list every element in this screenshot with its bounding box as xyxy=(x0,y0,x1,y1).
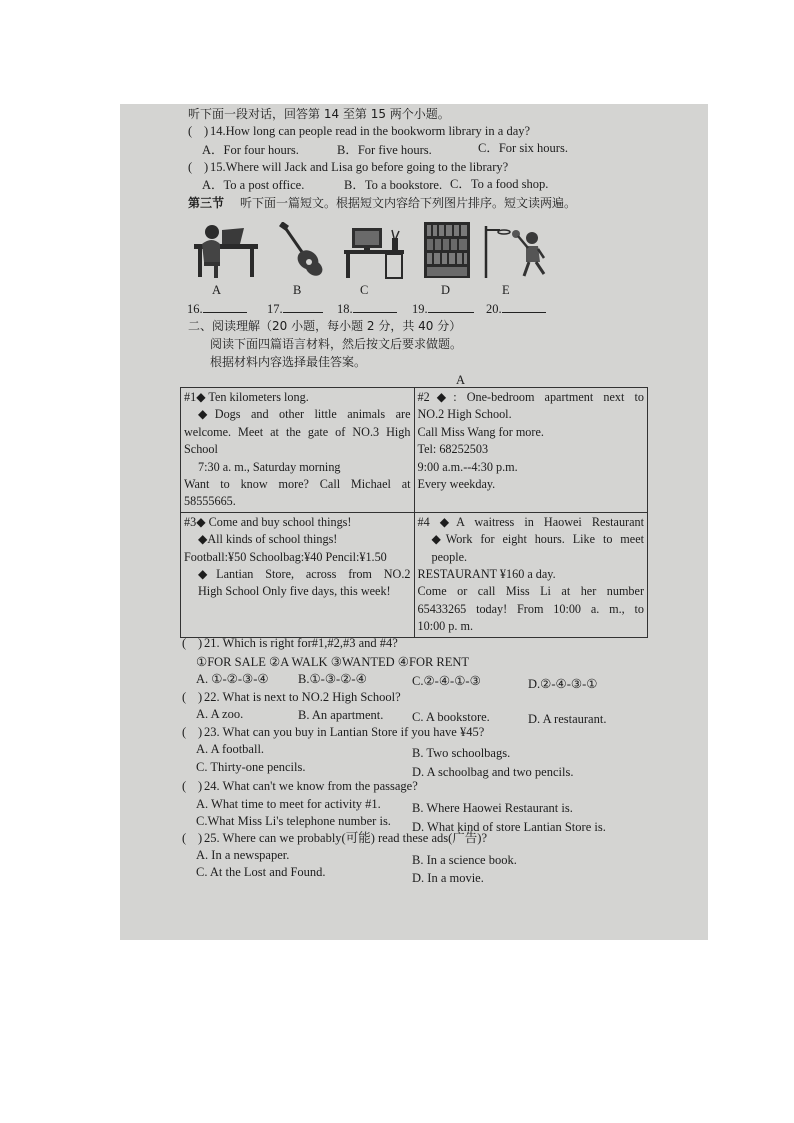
q25-option-a: A. In a newspaper. xyxy=(196,848,290,862)
q25-option-b: B. In a science book. xyxy=(412,853,517,867)
reading-section-title: 二、阅读理解（20 小题，每小题 2 分，共 40 分） xyxy=(188,319,462,333)
ad-1-line: #1◆ Ten kilometers long. xyxy=(184,390,309,404)
q22-option-a: A. A zoo. xyxy=(196,707,244,721)
q21-option-b: B.①-③-②-④ xyxy=(298,672,367,686)
section3-title: 第三节 xyxy=(188,196,225,210)
q24-paren[interactable]: ( xyxy=(182,779,187,793)
ad-4-cell xyxy=(414,512,648,637)
computer-desk-icon xyxy=(342,222,408,280)
q15-option-c: C．To a food shop. xyxy=(450,177,549,191)
reading-instruction-2: 根据材料内容选择最佳答案。 xyxy=(210,355,367,369)
q15-option-a: A．To a post office. xyxy=(202,178,305,192)
ad-4-line: #4 ◆A waitress in Haowei Restaurant xyxy=(417,514,644,529)
q15-option-b: B．To a bookstore. xyxy=(344,178,443,192)
ads-table xyxy=(180,387,648,638)
ad-4-line: people. xyxy=(431,549,468,564)
q22-paren[interactable]: ( xyxy=(182,690,187,704)
ad-1-line: welcome. Meet at the gate of NO.3 High xyxy=(184,424,411,439)
q15-stem: 15.Where will Jack and Lisa go before going to the library? xyxy=(210,160,509,174)
ad-1-line: 7:30 a. m., Saturday morning xyxy=(198,459,341,474)
instruction-14-15: 听下面一段对话，回答第 14 至第 15 两个小题。 xyxy=(188,107,450,121)
basketball-player-icon xyxy=(482,222,556,280)
q21-paren[interactable]: ( xyxy=(182,636,187,650)
q22-option-d: D. A restaurant. xyxy=(528,712,607,726)
ad-1-line: Want to know more? Call Michael at xyxy=(184,477,411,492)
ad-4-line: RESTAURANT ¥160 a day. xyxy=(417,567,556,582)
bookshelf-icon xyxy=(422,222,476,280)
q21-paren-close: ) xyxy=(198,636,203,650)
q14-stem: 14.How long can people read in the bookworm library in a day? xyxy=(210,124,531,138)
q14-paren-close: ) xyxy=(204,124,209,138)
q14-option-c: C．For six hours. xyxy=(478,141,568,155)
q21-option-c: C.②-④-①-③ xyxy=(412,674,481,688)
ad-2-line: Every weekday. xyxy=(417,477,496,492)
picture-label-c: C xyxy=(360,283,369,297)
ad-2-line: Call Miss Wang for more. xyxy=(417,424,544,439)
exam-paper-photo xyxy=(120,104,708,940)
q23-stem: 23. What can you buy in Lantian Store if you have ¥45? xyxy=(204,725,485,739)
q24-paren-close: ) xyxy=(198,779,203,793)
ad-4-line: ◆Work for eight hours. Like to meet xyxy=(431,532,644,547)
ad-1-line: 58555665. xyxy=(184,494,236,509)
ad-3-line: ◆All kinds of school things! xyxy=(198,532,338,547)
q14-option-b: B．For five hours. xyxy=(337,143,432,157)
ad-2-line: Tel: 68252503 xyxy=(417,442,489,457)
ad-2-cell xyxy=(414,388,648,513)
q24-option-c: C.What Miss Li's telephone number is. xyxy=(196,814,391,828)
ad-4-line: Come or call Miss Li at her number xyxy=(417,584,644,599)
ad-4-line: 10:00 p. m. xyxy=(417,619,474,634)
ad-1-cell xyxy=(181,388,415,513)
q23-option-c: C. Thirty-one pencils. xyxy=(196,760,306,774)
ad-3-cell xyxy=(181,512,415,637)
ad-2-line: NO.2 High School. xyxy=(417,407,512,422)
q25-option-c: C. At the Lost and Found. xyxy=(196,865,326,879)
q23-paren-close: ) xyxy=(198,725,203,739)
q24-option-b: B. Where Haowei Restaurant is. xyxy=(412,801,573,815)
picture-label-d: D xyxy=(441,283,451,297)
q14-option-a: A．For four hours. xyxy=(202,143,299,157)
q15-paren-close: ) xyxy=(204,160,209,174)
picture-label-e: E xyxy=(502,283,510,297)
q25-paren[interactable]: ( xyxy=(182,831,187,845)
ad-3-line: High School Only five days, this week! xyxy=(198,584,391,599)
ad-3-line: Football:¥50 Schoolbag:¥40 Pencil:¥1.50 xyxy=(184,549,387,564)
ad-3-line: ◆Lantian Store, across from NO.2 xyxy=(198,567,411,582)
q23-option-d: D. A schoolbag and two pencils. xyxy=(412,765,574,779)
blank-20[interactable]: 20. xyxy=(486,300,546,317)
q21-option-d: D.②-④-③-① xyxy=(528,677,598,691)
q25-option-d: D. In a movie. xyxy=(412,871,484,885)
q15-paren[interactable]: ( xyxy=(188,160,193,174)
q22-paren-close: ) xyxy=(198,690,203,704)
ad-2-line: 9:00 a.m.--4:30 p.m. xyxy=(417,459,518,474)
q23-option-a: A. A football. xyxy=(196,742,265,756)
reading-instruction-1: 阅读下面四篇语言材料，然后按文后要求做题。 xyxy=(210,337,463,351)
blank-18[interactable]: 18. xyxy=(337,300,397,317)
q24-stem: 24. What can't we know from the passage? xyxy=(204,779,418,793)
q24-option-d: D. What kind of store Lantian Store is. xyxy=(412,820,606,834)
q14-paren[interactable]: ( xyxy=(188,124,193,138)
ad-3-line: #3◆ Come and buy school things! xyxy=(184,514,352,529)
q25-stem: 25. Where can we probably(可能) read these ads(广告)? xyxy=(204,831,487,845)
picture-label-b: B xyxy=(293,283,302,297)
q25-paren-close: ) xyxy=(198,831,203,845)
ad-2-line: #2◆: One-bedroom apartment next to xyxy=(417,390,644,404)
picture-label-a: A xyxy=(212,283,222,297)
person-at-desk-icon xyxy=(192,222,262,280)
q23-option-b: B. Two schoolbags. xyxy=(412,746,511,760)
blank-16[interactable]: 16. xyxy=(187,300,247,317)
blank-17[interactable]: 17. xyxy=(267,300,323,317)
guitar-icon xyxy=(278,222,324,280)
passage-label: A xyxy=(456,373,466,387)
q21-extra: ①FOR SALE ②A WALK ③WANTED ④FOR RENT xyxy=(196,655,470,669)
ad-1-line: ◆Dogs and other little animals are xyxy=(198,407,411,422)
ad-1-line: School xyxy=(184,442,218,457)
ad-4-line: 65433265 today! From 10:00 a. m., to xyxy=(417,601,644,616)
q24-option-a: A. What time to meet for activity #1. xyxy=(196,797,381,811)
blank-19[interactable]: 19. xyxy=(412,300,474,317)
section3-instruction: 听下面一篇短文。根据短文内容给下列图片排序。短文读两遍。 xyxy=(240,196,577,210)
q22-option-c: C. A bookstore. xyxy=(412,710,490,724)
q21-option-a: A. ①-②-③-④ xyxy=(196,672,269,686)
q23-paren[interactable]: ( xyxy=(182,725,187,739)
q22-stem: 22. What is next to NO.2 High School? xyxy=(204,690,401,704)
q22-option-b: B. An apartment. xyxy=(298,708,384,722)
q21-stem: 21. Which is right for#1,#2,#3 and #4? xyxy=(204,636,398,650)
